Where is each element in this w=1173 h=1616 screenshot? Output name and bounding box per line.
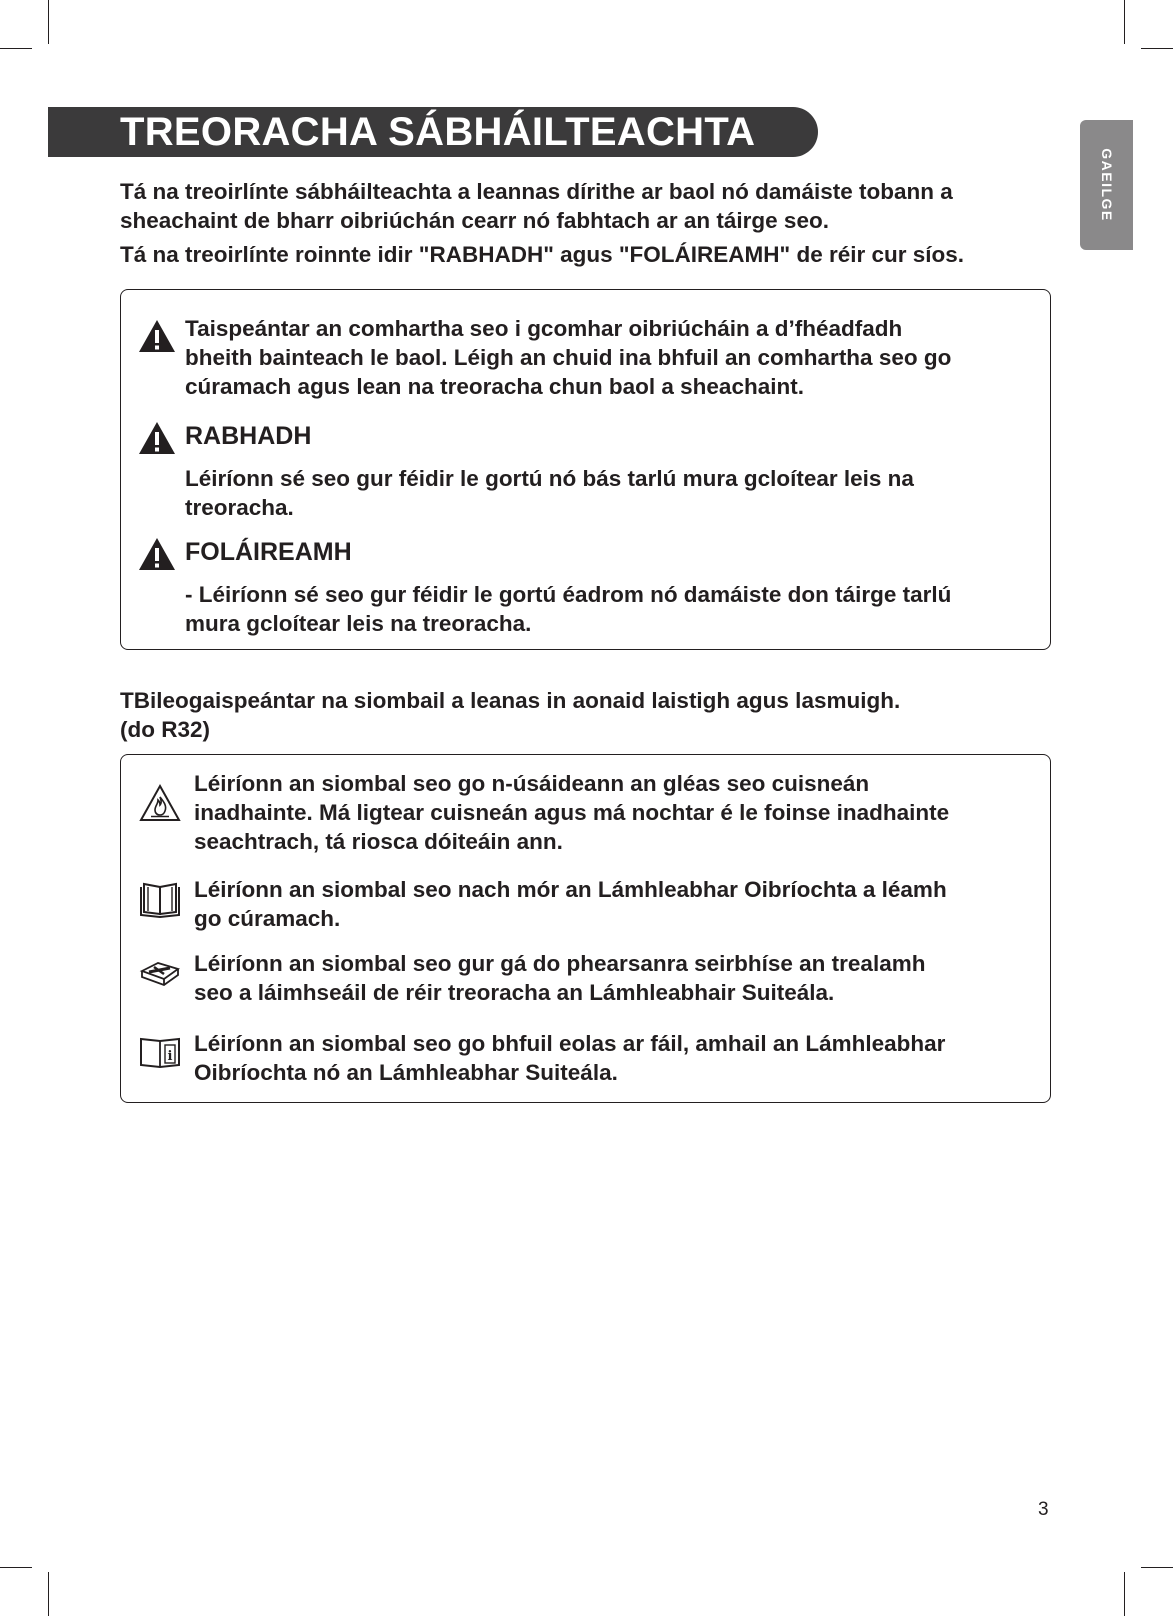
- symbol-description: [194, 1029, 945, 1087]
- text-line: Léiríonn an siombal seo gur gá do phearsanra seirbhíse an trealamh: [194, 951, 926, 976]
- warning-triangle-icon: [137, 420, 177, 456]
- service-manual-icon: [138, 957, 182, 993]
- subtitle-line: TBileogaispeántar na siombail a leanas in aonaid laistigh agus lasmuigh.: [120, 688, 901, 713]
- text-line: cúramach agus lean na treoracha chun baol a sheachaint.: [185, 374, 804, 399]
- safety-notice-box: [120, 289, 1051, 650]
- text-line: mura gcloítear leis na treoracha.: [185, 611, 532, 636]
- section-header: [48, 107, 818, 157]
- text-line: inadhainte. Má ligtear cuisneán agus má nochtar é le foinse inadhainte: [194, 800, 950, 825]
- text-line: bheith bainteach le baol. Léigh an chuid ina bhfuil an comhartha seo go: [185, 345, 952, 370]
- crop-mark: [0, 1567, 32, 1568]
- symbol-description: [194, 949, 925, 1007]
- notice-text: [185, 314, 951, 401]
- text-line: - Léiríonn sé seo gur féidir le gortú éadrom nó damáiste don táirge tarlú: [185, 582, 952, 607]
- text-line: Oibríochta nó an Lámhleabhar Suiteála.: [194, 1060, 618, 1085]
- svg-text:i: i: [167, 1049, 173, 1064]
- language-tab-label: GAEILGE: [1098, 148, 1115, 222]
- warning-triangle-icon: [137, 318, 177, 354]
- text-line: Léiríonn an siombal seo go bhfuil eolas ar fáil, amhail an Lámhleabhar: [194, 1031, 946, 1056]
- warning-label: RABHADH: [185, 422, 312, 450]
- intro-line: Tá na treoirlínte sábháilteachta a leannas dírithe ar baol nó damáiste tobann a: [120, 179, 953, 204]
- symbols-box: [120, 754, 1051, 1103]
- text-line: treoracha.: [185, 495, 294, 520]
- text-line: Léiríonn an siombal seo nach mór an Lámhleabhar Oibríochta a léamh: [194, 877, 947, 902]
- intro-paragraph: [120, 177, 1070, 235]
- caution-label: FOLÁIREAMH: [185, 538, 352, 566]
- language-tab: [1080, 120, 1133, 250]
- text-line: Taispeántar an comhartha seo i gcomhar oibriúcháin a d’fhéadfadh: [185, 316, 903, 341]
- text-line: seachtrach, tá riosca dóiteáin ann.: [194, 829, 563, 854]
- page-number: 3: [1038, 1499, 1049, 1520]
- flammable-warning-icon: [138, 783, 182, 823]
- notice-text: [185, 464, 914, 522]
- symbol-description: [194, 769, 949, 856]
- crop-mark: [1141, 48, 1173, 49]
- text-line: Léiríonn sé seo gur féidir le gortú nó bás tarlú mura gcloítear leis na: [185, 466, 914, 491]
- intro-text: [120, 177, 1070, 269]
- crop-mark: [1141, 1567, 1173, 1568]
- notice-text: [185, 580, 951, 638]
- intro-paragraph: Tá na treoirlínte roinnte idir "RABHADH" agus "FOLÁIREAMH" de réir cur síos.: [120, 242, 965, 267]
- crop-mark: [0, 48, 32, 49]
- crop-mark: [1124, 1572, 1125, 1616]
- text-line: Léiríonn an siombal seo go n-úsáideann an gléas seo cuisneán: [194, 771, 870, 796]
- symbols-section-title: [120, 686, 1070, 744]
- crop-mark: [48, 0, 49, 44]
- text-line: seo a láimhseáil de réir treoracha an Lámhleabhair Suiteála.: [194, 980, 835, 1005]
- symbol-description: [194, 875, 947, 933]
- crop-mark: [1124, 0, 1125, 44]
- intro-line: sheachaint de bharr oibriúchán cearr nó fabhtach ar an táirge seo.: [120, 208, 829, 233]
- information-manual-icon: [138, 1035, 182, 1071]
- operation-manual-icon: [138, 881, 182, 921]
- page-title: TREORACHA SÁBHÁILTEACHTA: [120, 110, 756, 154]
- text-line: go cúramach.: [194, 906, 341, 931]
- warning-triangle-icon: [137, 536, 177, 572]
- crop-mark: [48, 1572, 49, 1616]
- subtitle-line: (do R32): [120, 717, 210, 742]
